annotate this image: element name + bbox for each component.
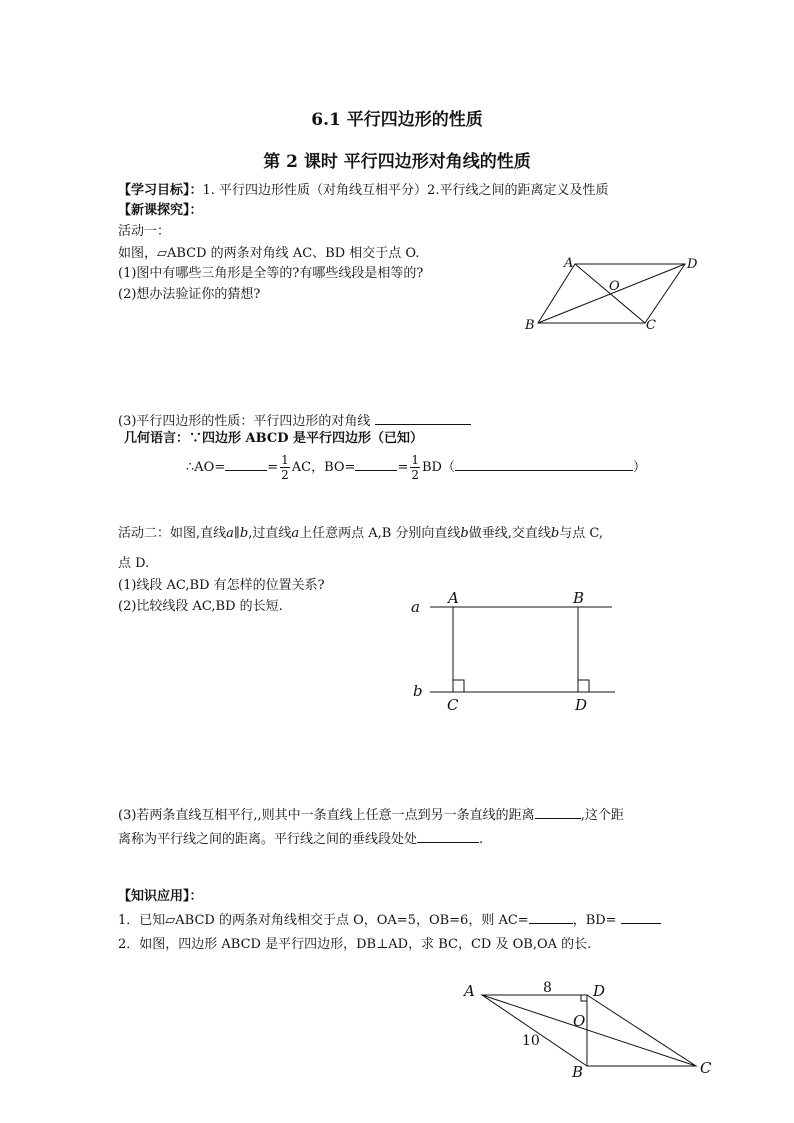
activity2-question-2: (2)比较线段 AC,BD 的长短.: [118, 599, 283, 614]
activity1-question-3: [118, 412, 471, 430]
activity2-question-1: (1)线段 AC,BD 有怎样的位置关系?: [118, 578, 325, 593]
length-label-ab: 10: [522, 1033, 540, 1049]
ao-prefix: ∴AO=: [186, 460, 226, 475]
activity2-intro-line-1: 活动二：如图,直线𝑎∥𝑏,过直线𝑎上任意两点 A,B 分别向直线𝑏做垂线,交直线𝑏与点 C,: [118, 526, 603, 541]
application-label: 【知识应用】：: [118, 889, 203, 904]
right-angle-mark-d-2: [581, 995, 587, 1001]
activity1-question-1: (1)图中有哪些三角形是全等的?有哪些线段是相等的?: [118, 266, 424, 281]
fraction-numerator-2: 1: [411, 453, 419, 467]
vertex-label-b-1: B: [525, 318, 535, 333]
q3-text-d: .: [479, 832, 484, 847]
vertex-label-d-1: D: [687, 257, 698, 272]
close-paren: ）: [632, 460, 646, 475]
parallel-lines-figure: [405, 588, 625, 718]
q3-text-b: ,这个距: [580, 808, 624, 823]
bd-text: BD（: [422, 460, 455, 475]
point-label-a-2: A: [448, 589, 459, 607]
bd-answer-blank[interactable]: [621, 911, 661, 924]
distance-blank[interactable]: [535, 806, 581, 819]
application-problem-1: [118, 911, 661, 929]
page-title: 6.1 平行四边形的性质: [311, 110, 483, 130]
fraction-half-2: [410, 453, 420, 482]
parallelogram-figure-1: [520, 255, 710, 335]
lesson-subtitle: 第 2 课时 平行四边形对角线的性质: [263, 152, 531, 172]
vertex-label-a-3: A: [464, 982, 475, 1000]
point-label-c-2: C: [447, 696, 459, 714]
question-3-text: (3)平行四边形的性质：平行四边形的对角线: [118, 414, 371, 429]
vertex-label-c-3: C: [700, 1059, 712, 1077]
geometry-language: 几何语言：∵四边形 ABCD 是平行四边形（已知）: [124, 431, 423, 446]
ac-bo-text: AC，BO=: [291, 460, 356, 475]
point-label-d-2: D: [575, 696, 588, 714]
explore-label: 【新课探究】：: [118, 203, 203, 218]
line-label-b: b: [413, 682, 423, 700]
diagonal-ac-2: [482, 995, 696, 1066]
activity2-intro-line-2: 点 D.: [118, 556, 150, 571]
application-problem-2: 2．如图，四边形 ABCD 是平行四边形，DB⊥AD，求 BC，CD 及 OB,OA 的长.: [118, 937, 592, 952]
diagonal-property-blank[interactable]: [375, 412, 471, 425]
activity1-intro: 如图，▱ABCD 的两条对角线 AC、BD 相交于点 O.: [118, 246, 420, 261]
parallelogram-figure-2: [460, 980, 720, 1080]
bo-blank[interactable]: [355, 458, 397, 471]
vertex-label-o-1: O: [609, 279, 620, 294]
activity2-question-3-line-1: [118, 806, 624, 824]
vertex-label-c-1: C: [646, 318, 656, 333]
q3-text-c: 离称为平行线之间的距离。平行线之间的垂线段处处: [118, 832, 418, 847]
vertex-label-d-3: D: [593, 982, 606, 1000]
line-label-a: a: [411, 598, 420, 616]
objectives-text: 1. 平行四边形性质（对角线互相平分）2.平行线之间的距离定义及性质: [202, 183, 609, 198]
vertex-label-o-3: O: [573, 1012, 586, 1030]
ac-answer-blank[interactable]: [529, 911, 573, 924]
problem-1-text-a: 1．已知▱ABCD 的两条对角线相交于点 O，OA=5，OB=6，则 AC=: [118, 913, 529, 928]
right-angle-mark-c: [453, 680, 464, 692]
fraction-half-1: [280, 453, 290, 482]
fraction-denominator-2: 2: [411, 468, 419, 482]
geometry-equation-line: ∴AO= = $\frac{1}{2}$ AC，BO= = $\frac{1}{2}$ BD（ ）: [186, 453, 646, 482]
activity2-question-3-line-2: [118, 830, 483, 848]
fraction-denominator-1: 2: [281, 468, 289, 482]
problem-1-text-b: ，BD=: [572, 913, 617, 928]
q3-text-a: (3)若两条直线互相平行,,则其中一条直线上任意一点到另一条直线的距离: [118, 808, 535, 823]
fraction-numerator-1: 1: [281, 453, 289, 467]
everywhere-blank[interactable]: [417, 830, 479, 843]
activity1-question-2: (2)想办法验证你的猜想?: [118, 287, 261, 302]
objectives-label: 【学习目标】：: [118, 183, 203, 198]
activity1-heading: 活动一：: [118, 224, 171, 239]
vertex-label-a-1: A: [564, 256, 574, 271]
point-label-b-2: B: [573, 589, 585, 607]
reason-blank[interactable]: [455, 458, 633, 471]
objectives-line: [118, 183, 608, 199]
ao-blank[interactable]: [225, 458, 267, 471]
right-angle-mark-d: [578, 680, 589, 692]
vertex-label-b-3: B: [572, 1063, 584, 1081]
length-label-ad: 8: [543, 980, 552, 996]
